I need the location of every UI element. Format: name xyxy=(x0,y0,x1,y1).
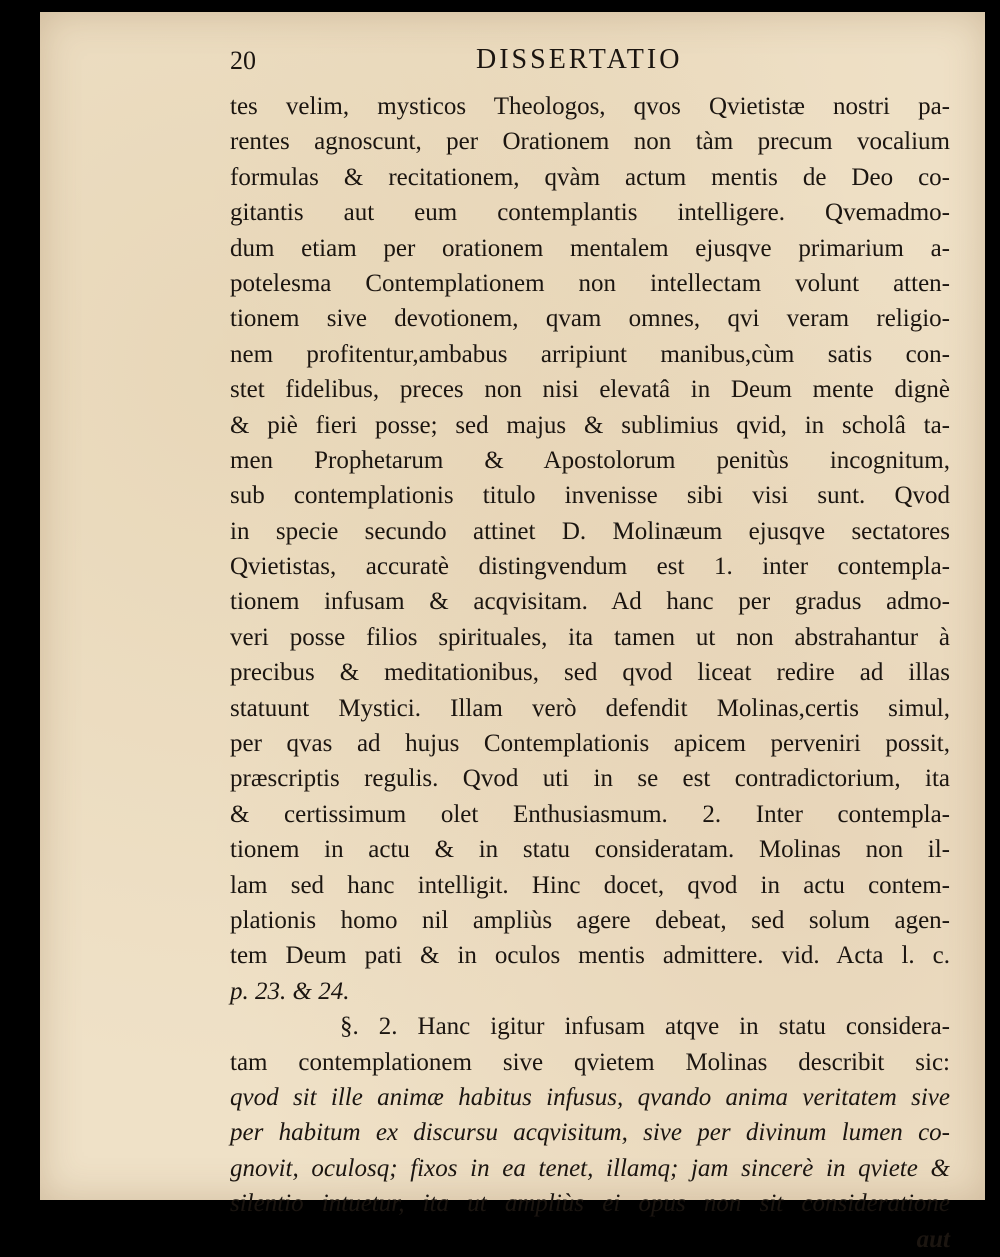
text-line: tes velim, mysticos Theologos, qvos Qvietistæ nostri pa- xyxy=(230,93,950,120)
quotation-line: gnovit, oculosq; fixos in ea tenet, illamq; jam sincerè in qviete & xyxy=(230,1154,950,1182)
text-line: tam contemplationem sive qvietem Molinas describit sic: xyxy=(230,1048,950,1076)
text-line: per qvas ad hujus Contemplationis apicem perveniri possit, xyxy=(230,730,950,758)
quotation-line: qvod sit ille animæ habitus infusus, qvando anima veritatem sive xyxy=(230,1083,950,1111)
text-line: formulas & recitationem, qvàm actum mentis de Deo co- xyxy=(230,163,950,191)
quotation-line: silentio intuetur, ita ut ampliùs ei opus non sit consideratione xyxy=(230,1190,950,1218)
page-number: 20 xyxy=(230,46,256,75)
body-text xyxy=(230,89,950,1257)
text-line: & piè fieri posse; sed majus & sublimius qvid, in scholâ ta- xyxy=(230,411,950,439)
text-line: dum etiam per orationem mentalem ejusqve primarium a- xyxy=(230,234,950,262)
catchword: aut xyxy=(916,1225,950,1253)
text-line: in specie secundo attinet D. Molinæum ejusqve sectatores xyxy=(230,517,950,545)
book-page xyxy=(40,12,985,1253)
text-line: gitantis aut eum contemplantis intelligere. Qvemadmo- xyxy=(230,199,950,227)
text-line: nem profitentur,ambabus arripiunt manibus,cùm satis con- xyxy=(230,340,950,368)
text-line: plationis homo nil ampliùs agere debeat, sed solum agen- xyxy=(230,906,950,934)
text-line: Qvietistas, accuratè distingvendum est 1. inter contempla- xyxy=(230,553,950,581)
text-line: & certissimum olet Enthusiasmum. 2. Inter contempla- xyxy=(230,800,950,828)
text-line: statuunt Mystici. Illam verò defendit Molinas,certis simul, xyxy=(230,694,950,722)
text-line: tionem infusam & acqvisitam. Ad hanc per gradus admo- xyxy=(230,588,950,616)
text-line: tionem sive devotionem, qvam omnes, qvi veram religio- xyxy=(230,305,950,333)
running-title: DISSERTATIO xyxy=(476,44,683,75)
text-line: stet fidelibus, preces non nisi elevatâ in Deum mente dignè xyxy=(230,376,950,404)
text-line: sub contemplationis titulo invenisse sibi visi sunt. Qvod xyxy=(230,482,950,510)
text-line: tionem in actu & in statu consideratam. Molinas non il- xyxy=(230,836,950,864)
text-line: men Prophetarum & Apostolorum penitùs incognitum, xyxy=(230,446,950,474)
text-line: rentes agnoscunt, per Orationem non tàm precum vocalium xyxy=(230,128,950,156)
text-line: lam sed hanc intelligit. Hinc docet, qvod in actu contem- xyxy=(230,871,950,899)
page-header xyxy=(230,42,930,86)
section-start-line: §. 2. Hanc igitur infusam atqve in statu considera- xyxy=(340,1013,950,1041)
text-line: tem Deum pati & in oculos mentis admittere. vid. Acta l. c. xyxy=(230,942,950,970)
quotation-line: per habitum ex discursu acqvisitum, sive per divinum lumen co- xyxy=(230,1119,950,1147)
text-line: veri posse filios spirituales, ita tamen ut non abstrahantur à xyxy=(230,623,950,651)
text-line: precibus & meditationibus, sed qvod liceat redire ad illas xyxy=(230,659,950,687)
text-line: præscriptis regulis. Qvod uti in se est contradictorium, ita xyxy=(230,765,950,793)
text-line: potelesma Contemplationem non intellectam volunt atten- xyxy=(230,269,950,297)
text-line: p. 23. & 24. xyxy=(230,977,350,1005)
